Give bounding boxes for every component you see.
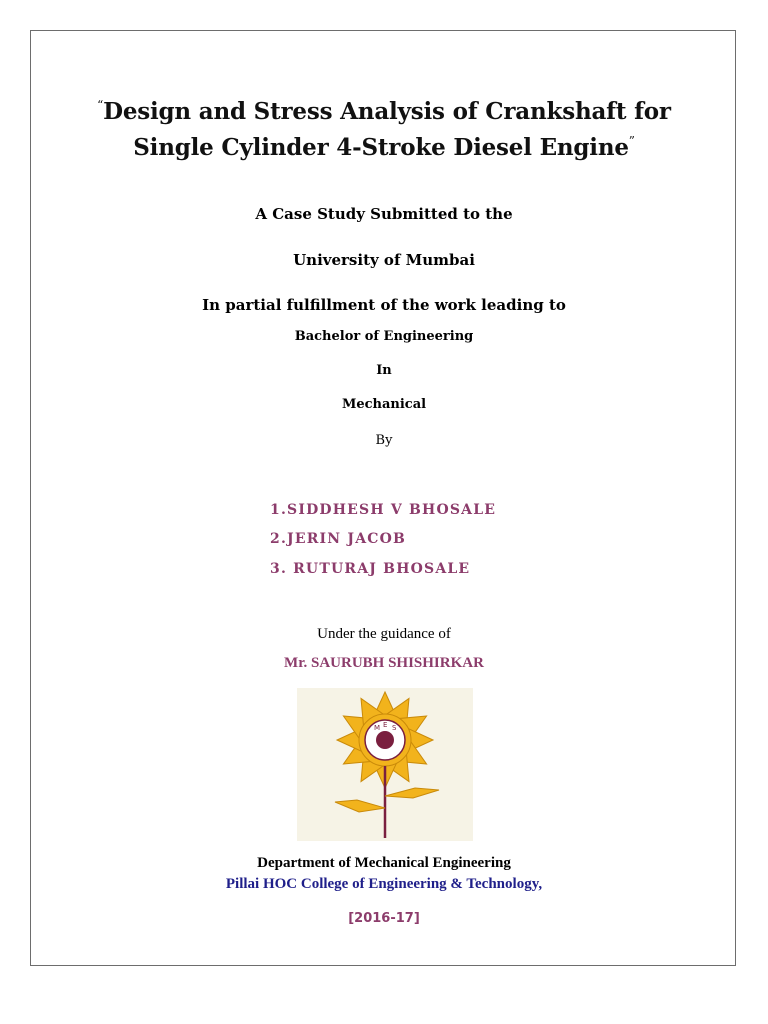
submitted-line: A Case Study Submitted to the (255, 205, 513, 223)
guidance-label: Under the guidance of (317, 626, 451, 642)
college-logo (297, 688, 473, 841)
logo-letter-m: M (374, 724, 381, 732)
academic-year: [2016-17] (348, 911, 420, 926)
author-3: 3. RUTURAJ BHOSALE (270, 561, 471, 577)
logo-letter-e: E (383, 721, 388, 729)
sunflower-logo-icon (297, 688, 473, 841)
department-name: Department of Mechanical Engineering (257, 855, 511, 871)
title-line-1 (0, 88, 768, 129)
degree-name: Bachelor of Engineering (294, 329, 474, 344)
logo-letter-s: S (392, 724, 397, 732)
university-line: University of Mumbai (293, 251, 475, 269)
author-1: 1.SIDDHESH V BHOSALE (270, 502, 497, 518)
degree-branch: Mechanical (341, 397, 427, 412)
title-text-2: Single Cylinder 4-Stroke Diesel Engine (133, 134, 629, 161)
title-line-2 (0, 124, 768, 165)
open-quote: “ (97, 98, 104, 112)
author-2: 2.JERIN JACOB (270, 531, 407, 547)
college-name: Pillai HOC College of Engineering & Technology, (225, 876, 543, 892)
guide-name: Mr. SAURUBH SHISHIRKAR (284, 655, 484, 671)
title-text-1: Design and Stress Analysis of Crankshaft for (103, 98, 671, 125)
by-label: By (375, 433, 393, 448)
fulfillment-line: In partial fulfillment of the work leading to (202, 296, 566, 314)
close-quote: ” (628, 134, 635, 148)
degree-in: In (376, 363, 392, 378)
